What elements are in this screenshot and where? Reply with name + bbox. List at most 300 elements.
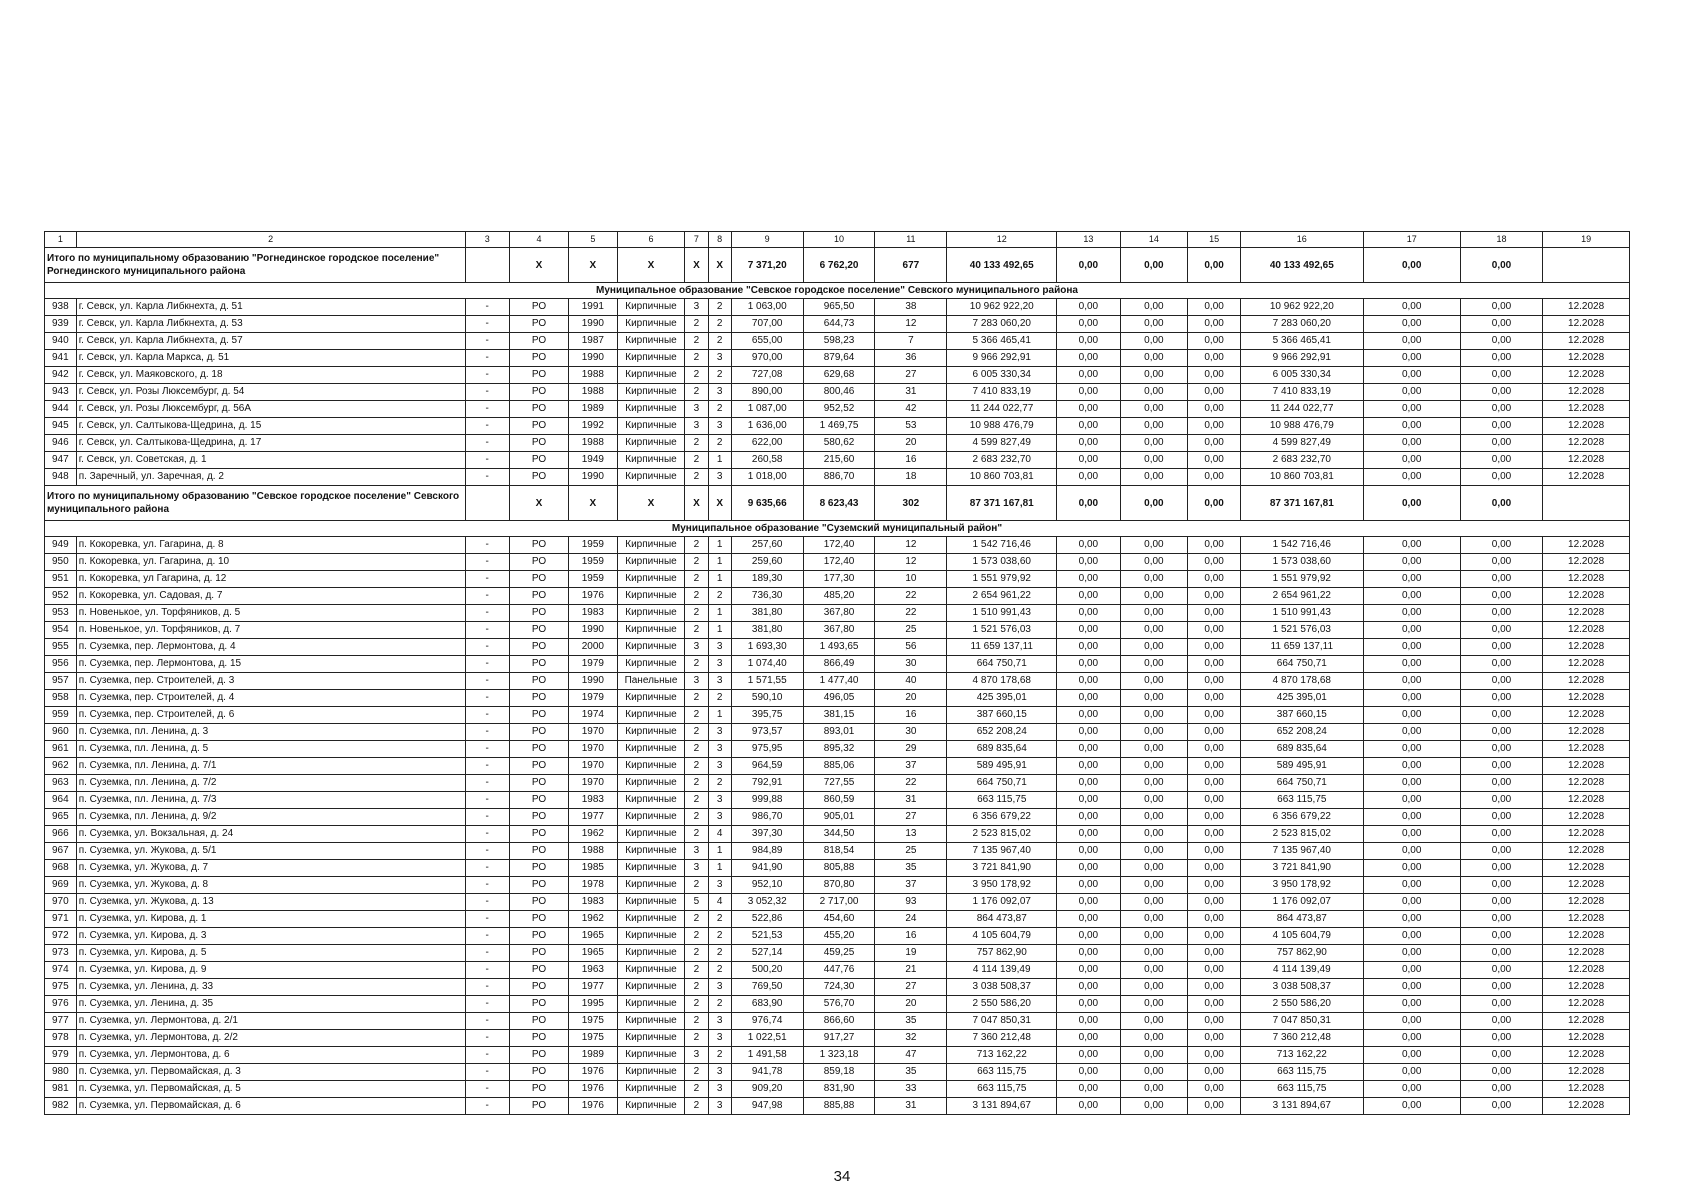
table-cell: 1965 [569, 928, 618, 945]
table-cell: 0,00 [1057, 877, 1120, 894]
table-cell: 0,00 [1460, 962, 1542, 979]
table-cell: Кирпичные [617, 316, 685, 333]
table-cell: 945 [45, 418, 77, 435]
table-cell: г. Севск, ул. Карла Либкнехта, д. 51 [76, 299, 465, 316]
table-cell: 0,00 [1460, 809, 1542, 826]
table-cell: РО [509, 384, 568, 401]
table-row [45, 758, 1630, 775]
table-cell: 0,00 [1120, 1030, 1188, 1047]
table-cell: РО [509, 469, 568, 486]
table-cell: 0,00 [1120, 741, 1188, 758]
table-cell: 0,00 [1188, 1064, 1241, 1081]
table-cell: 944 [45, 401, 77, 418]
table-cell: 7 410 833,19 [947, 384, 1057, 401]
table-cell: 2 [685, 452, 708, 469]
table-cell: 652 208,24 [1241, 724, 1364, 741]
table-cell: 2 [708, 316, 731, 333]
table-cell: 0,00 [1188, 962, 1241, 979]
table-cell: РО [509, 911, 568, 928]
table-cell: 4 [708, 894, 731, 911]
table-cell: 9 966 292,91 [1241, 350, 1364, 367]
table-cell: 0,00 [1188, 1081, 1241, 1098]
table-cell: 1 573 038,60 [1241, 554, 1364, 571]
table-row [45, 367, 1630, 384]
table-cell: 964 [45, 792, 77, 809]
table-cell: 454,60 [803, 911, 875, 928]
table-cell: 3 [708, 809, 731, 826]
table-cell: 0,00 [1057, 571, 1120, 588]
table-cell: РО [509, 333, 568, 350]
table-cell: 0,00 [1188, 894, 1241, 911]
table-cell: 0,00 [1120, 877, 1188, 894]
table-cell: РО [509, 350, 568, 367]
table-cell: 1983 [569, 605, 618, 622]
table-cell: 964,59 [731, 758, 803, 775]
table-cell: Кирпичные [617, 792, 685, 809]
table-cell: 1962 [569, 826, 618, 843]
table-row [45, 843, 1630, 860]
table-cell: 0,00 [1057, 724, 1120, 741]
table-cell: 1 521 576,03 [1241, 622, 1364, 639]
table-cell: 0,00 [1057, 537, 1120, 554]
table-cell: 5 [685, 894, 708, 911]
table-cell: 3 052,32 [731, 894, 803, 911]
table-cell: 12.2028 [1543, 469, 1630, 486]
table-cell: 0,00 [1188, 775, 1241, 792]
table-cell: 949 [45, 537, 77, 554]
table-cell: п. Суземка, ул. Лермонтова, д. 2/2 [76, 1030, 465, 1047]
table-cell: 1963 [569, 962, 618, 979]
table-cell: 1965 [569, 945, 618, 962]
table-cell: РО [509, 792, 568, 809]
table-cell: 1976 [569, 1081, 618, 1098]
table-cell: 12.2028 [1543, 452, 1630, 469]
table-cell: 1 063,00 [731, 299, 803, 316]
table-cell: 0,00 [1460, 367, 1542, 384]
table-cell: - [465, 877, 509, 894]
table-cell: 22 [875, 775, 947, 792]
table-cell: 0,00 [1363, 486, 1460, 521]
table-cell: 87 371 167,81 [947, 486, 1057, 521]
table-cell: - [465, 452, 509, 469]
table-cell: г. Севск, ул. Карла Либкнехта, д. 57 [76, 333, 465, 350]
table-cell: 970 [45, 894, 77, 911]
table-cell: 986,70 [731, 809, 803, 826]
table-cell: 976,74 [731, 1013, 803, 1030]
table-cell: Кирпичные [617, 571, 685, 588]
table-cell: - [465, 894, 509, 911]
table-cell: 975,95 [731, 741, 803, 758]
table-cell: Муниципальное образование "Суземский муниципальный район" [45, 521, 1630, 537]
table-cell: 0,00 [1057, 792, 1120, 809]
table-cell: 3 038 508,37 [947, 979, 1057, 996]
table-cell: 0,00 [1363, 894, 1460, 911]
table-cell: - [465, 1013, 509, 1030]
table-cell: 2 [708, 401, 731, 418]
table-row [45, 537, 1630, 554]
table-body [45, 232, 1630, 1115]
table-cell: 0,00 [1460, 299, 1542, 316]
table-cell: 0,00 [1460, 860, 1542, 877]
table-cell: 1 491,58 [731, 1047, 803, 1064]
table-cell: 0,00 [1363, 384, 1460, 401]
table-cell: 0,00 [1188, 724, 1241, 741]
table-row [45, 605, 1630, 622]
table-cell: 1988 [569, 843, 618, 860]
table-cell: 942 [45, 367, 77, 384]
table-cell: Кирпичные [617, 401, 685, 418]
table-cell: 12.2028 [1543, 316, 1630, 333]
table-cell: 0,00 [1120, 639, 1188, 656]
table-cell: 966 [45, 826, 77, 843]
table-cell: 0,00 [1188, 809, 1241, 826]
table-cell: 2 [708, 928, 731, 945]
table-cell: 2 [685, 690, 708, 707]
table-cell: 0,00 [1120, 894, 1188, 911]
table-cell: 0,00 [1363, 537, 1460, 554]
table-cell: 0,00 [1363, 724, 1460, 741]
table-cell: 886,70 [803, 469, 875, 486]
table-cell: п. Суземка, ул. Ленина, д. 35 [76, 996, 465, 1013]
table-cell: 22 [875, 588, 947, 605]
table-cell: 10 [803, 232, 875, 248]
table-cell: Кирпичные [617, 299, 685, 316]
table-cell: 0,00 [1188, 384, 1241, 401]
table-cell: 2 [685, 826, 708, 843]
table-cell: 893,01 [803, 724, 875, 741]
table-cell: 32 [875, 1030, 947, 1047]
table-cell: - [465, 384, 509, 401]
table-cell: 917,27 [803, 1030, 875, 1047]
table-cell: - [465, 1081, 509, 1098]
table-cell: 12.2028 [1543, 843, 1630, 860]
table-cell: 425 395,01 [1241, 690, 1364, 707]
table-cell: Кирпичные [617, 452, 685, 469]
table-row [45, 673, 1630, 690]
table-cell: 4 [708, 826, 731, 843]
table-cell: 909,20 [731, 1081, 803, 1098]
table-cell: X [509, 248, 568, 283]
table-cell: г. Севск, ул. Розы Люксембург, д. 56А [76, 401, 465, 418]
table-cell: - [465, 911, 509, 928]
table-cell: 0,00 [1057, 452, 1120, 469]
table-cell: 381,15 [803, 707, 875, 724]
table-cell: - [465, 996, 509, 1013]
table-cell: 1977 [569, 979, 618, 996]
table-cell: 895,32 [803, 741, 875, 758]
table-cell: 589 495,91 [1241, 758, 1364, 775]
table-cell: 1 551 979,92 [1241, 571, 1364, 588]
table-cell: 18 [1460, 232, 1542, 248]
table-cell: 0,00 [1120, 979, 1188, 996]
table-cell: 0,00 [1057, 622, 1120, 639]
table-cell: Кирпичные [617, 724, 685, 741]
table-cell: - [465, 435, 509, 452]
table-cell: 0,00 [1363, 1013, 1460, 1030]
table-cell: 1990 [569, 469, 618, 486]
table-cell: 12.2028 [1543, 622, 1630, 639]
table-cell: 0,00 [1120, 758, 1188, 775]
table-cell: 0,00 [1188, 299, 1241, 316]
table-cell: 19 [875, 945, 947, 962]
table-cell: 47 [875, 1047, 947, 1064]
table-cell: 1975 [569, 1013, 618, 1030]
table-row [45, 656, 1630, 673]
table-cell: 10 962 922,20 [947, 299, 1057, 316]
table-cell: 3 [708, 673, 731, 690]
table-cell: - [465, 588, 509, 605]
table-cell: Панельные [617, 673, 685, 690]
table-cell: 2 [708, 962, 731, 979]
table-cell: 0,00 [1057, 962, 1120, 979]
table-cell: 10 988 476,79 [947, 418, 1057, 435]
table-cell: 0,00 [1120, 928, 1188, 945]
table-cell: - [465, 860, 509, 877]
table-cell: РО [509, 673, 568, 690]
table-cell: 20 [875, 690, 947, 707]
table-cell: Кирпичные [617, 826, 685, 843]
table-cell: 958 [45, 690, 77, 707]
table-cell: 975 [45, 979, 77, 996]
table-cell: 12.2028 [1543, 554, 1630, 571]
table-cell: РО [509, 1081, 568, 1098]
table-row [45, 792, 1630, 809]
table-cell: РО [509, 1047, 568, 1064]
table-cell: 11 [875, 232, 947, 248]
table-cell: 2 [685, 435, 708, 452]
table-cell: 0,00 [1120, 843, 1188, 860]
table-cell: 10 962 922,20 [1241, 299, 1364, 316]
table-cell: 1 [708, 452, 731, 469]
table-cell: 2 [76, 232, 465, 248]
table-cell: 0,00 [1460, 656, 1542, 673]
table-cell: 35 [875, 1064, 947, 1081]
table-cell: 11 244 022,77 [1241, 401, 1364, 418]
table-cell: 12.2028 [1543, 537, 1630, 554]
table-cell: 0,00 [1363, 639, 1460, 656]
table-cell: 5 [569, 232, 618, 248]
total-row [45, 248, 1630, 283]
table-cell: 0,00 [1363, 860, 1460, 877]
table-cell: 172,40 [803, 554, 875, 571]
table-cell: 0,00 [1057, 809, 1120, 826]
table-row [45, 945, 1630, 962]
table-cell: 0,00 [1188, 741, 1241, 758]
table-cell: 12.2028 [1543, 401, 1630, 418]
table-cell: 0,00 [1057, 418, 1120, 435]
table-cell: 16 [875, 707, 947, 724]
table-cell: п. Новенькое, ул. Торфяников, д. 7 [76, 622, 465, 639]
table-cell: РО [509, 690, 568, 707]
table-cell: 1 [708, 554, 731, 571]
table-cell: п. Суземка, ул. Кирова, д. 3 [76, 928, 465, 945]
table-row [45, 639, 1630, 656]
table-cell: 1959 [569, 554, 618, 571]
table-cell [465, 248, 509, 283]
table-cell: 2 [685, 741, 708, 758]
table-cell: 689 835,64 [947, 741, 1057, 758]
table-cell: 12.2028 [1543, 928, 1630, 945]
table-cell: п. Суземка, пер. Строителей, д. 4 [76, 690, 465, 707]
table-cell: 2 683 232,70 [1241, 452, 1364, 469]
table-cell: 952,52 [803, 401, 875, 418]
table-cell: Кирпичные [617, 928, 685, 945]
table-cell: 9 [731, 232, 803, 248]
table-cell: 0,00 [1057, 690, 1120, 707]
table-cell: 7 [685, 232, 708, 248]
table-cell: 0,00 [1460, 690, 1542, 707]
table-cell: 7 135 967,40 [947, 843, 1057, 860]
table-cell: РО [509, 588, 568, 605]
table-cell: 655,00 [731, 333, 803, 350]
table-cell: 344,50 [803, 826, 875, 843]
table-cell: Кирпичные [617, 911, 685, 928]
table-cell: 0,00 [1460, 673, 1542, 690]
table-cell: Итого по муниципальному образованию "Севское городское поселение" Севского муниципального района [45, 486, 466, 521]
table-cell: Кирпичные [617, 554, 685, 571]
table-cell: 15 [1188, 232, 1241, 248]
table-cell: 2 717,00 [803, 894, 875, 911]
table-cell: 302 [875, 486, 947, 521]
table-cell: 2 523 815,02 [947, 826, 1057, 843]
table-cell: п. Суземка, ул. Первомайская, д. 6 [76, 1098, 465, 1115]
table-cell: РО [509, 1013, 568, 1030]
table-cell: РО [509, 316, 568, 333]
table-cell: 12.2028 [1543, 673, 1630, 690]
table-cell: 6 762,20 [803, 248, 875, 283]
table-cell: 0,00 [1188, 418, 1241, 435]
table-cell: 974 [45, 962, 77, 979]
table-cell: 3 [708, 350, 731, 367]
table-cell: X [569, 486, 618, 521]
table-cell: 0,00 [1188, 1098, 1241, 1115]
table-cell: 0,00 [1460, 945, 1542, 962]
table-cell: 27 [875, 979, 947, 996]
table-cell: 12.2028 [1543, 1098, 1630, 1115]
table-cell: 3 [685, 1047, 708, 1064]
table-cell: 0,00 [1363, 571, 1460, 588]
table-cell: 0,00 [1188, 588, 1241, 605]
table-cell: 1 493,65 [803, 639, 875, 656]
table-cell: X [685, 486, 708, 521]
table-cell: 0,00 [1460, 316, 1542, 333]
table-cell: 3 [708, 1081, 731, 1098]
table-cell: - [465, 962, 509, 979]
table-cell: 2 [685, 656, 708, 673]
table-cell: 4 870 178,68 [1241, 673, 1364, 690]
table-cell: РО [509, 826, 568, 843]
table-cell: п. Суземка, пер. Строителей, д. 6 [76, 707, 465, 724]
table-cell: 2 [685, 554, 708, 571]
table-cell: 16 [875, 928, 947, 945]
table-cell: РО [509, 741, 568, 758]
table-cell: 459,25 [803, 945, 875, 962]
table-cell: 1 176 092,07 [947, 894, 1057, 911]
table-cell: 0,00 [1057, 979, 1120, 996]
table-cell: 1 542 716,46 [1241, 537, 1364, 554]
table-cell: 7 047 850,31 [1241, 1013, 1364, 1030]
table-row [45, 724, 1630, 741]
table-cell: 0,00 [1120, 707, 1188, 724]
table-cell: 1 074,40 [731, 656, 803, 673]
table-cell: 0,00 [1057, 248, 1120, 283]
table-cell: 962 [45, 758, 77, 775]
table-cell: 1979 [569, 656, 618, 673]
table-cell: 0,00 [1120, 588, 1188, 605]
table-cell: X [617, 248, 685, 283]
table-cell: РО [509, 299, 568, 316]
table-cell: 965 [45, 809, 77, 826]
table-cell: г. Севск, ул. Салтыкова-Щедрина, д. 17 [76, 435, 465, 452]
table-cell: 455,20 [803, 928, 875, 945]
table-cell: п. Суземка, пл. Ленина, д. 7/2 [76, 775, 465, 792]
table-cell: 941 [45, 350, 77, 367]
municipality-heading [45, 283, 1630, 299]
table-cell: 0,00 [1057, 911, 1120, 928]
table-cell: 0,00 [1188, 945, 1241, 962]
table-cell: 0,00 [1363, 1064, 1460, 1081]
table-row [45, 1013, 1630, 1030]
table-cell: 1 176 092,07 [1241, 894, 1364, 911]
table-cell: 954 [45, 622, 77, 639]
table-cell: 12.2028 [1543, 911, 1630, 928]
table-cell: 0,00 [1057, 826, 1120, 843]
table-cell: 961 [45, 741, 77, 758]
table-cell: 12.2028 [1543, 741, 1630, 758]
table-cell: 0,00 [1460, 418, 1542, 435]
table-cell: 3 [708, 384, 731, 401]
table-cell: 1959 [569, 571, 618, 588]
table-row [45, 452, 1630, 469]
table-row [45, 826, 1630, 843]
table-cell: 939 [45, 316, 77, 333]
table-cell: 0,00 [1363, 316, 1460, 333]
table-cell: 866,49 [803, 656, 875, 673]
table-cell: 31 [875, 792, 947, 809]
table-cell: 2 [685, 1064, 708, 1081]
table-cell: 0,00 [1363, 299, 1460, 316]
table-cell: 2 [685, 809, 708, 826]
table-cell: 0,00 [1120, 911, 1188, 928]
table-cell: 1983 [569, 894, 618, 911]
table-cell: Кирпичные [617, 384, 685, 401]
table-cell: 2 [685, 945, 708, 962]
table-cell: 0,00 [1460, 1081, 1542, 1098]
table-cell: 0,00 [1363, 979, 1460, 996]
table-cell: 0,00 [1363, 911, 1460, 928]
table-cell: 172,40 [803, 537, 875, 554]
table-cell: 4 114 139,49 [1241, 962, 1364, 979]
table-cell: 2 [685, 605, 708, 622]
table-row [45, 401, 1630, 418]
table-cell: п. Заречный, ул. Заречная, д. 2 [76, 469, 465, 486]
table-cell: 25 [875, 622, 947, 639]
table-cell: 1979 [569, 690, 618, 707]
table-cell: 496,05 [803, 690, 875, 707]
table-row [45, 435, 1630, 452]
table-cell: 0,00 [1363, 707, 1460, 724]
table-cell: п. Суземка, ул. Ленина, д. 33 [76, 979, 465, 996]
table-cell: 727,08 [731, 367, 803, 384]
table-cell: - [465, 758, 509, 775]
table-cell: 12.2028 [1543, 945, 1630, 962]
table-cell: 0,00 [1460, 928, 1542, 945]
table-cell: 941,90 [731, 860, 803, 877]
table-cell: 0,00 [1057, 741, 1120, 758]
table-row [45, 741, 1630, 758]
table-cell: 0,00 [1363, 962, 1460, 979]
table-cell: 0,00 [1363, 945, 1460, 962]
